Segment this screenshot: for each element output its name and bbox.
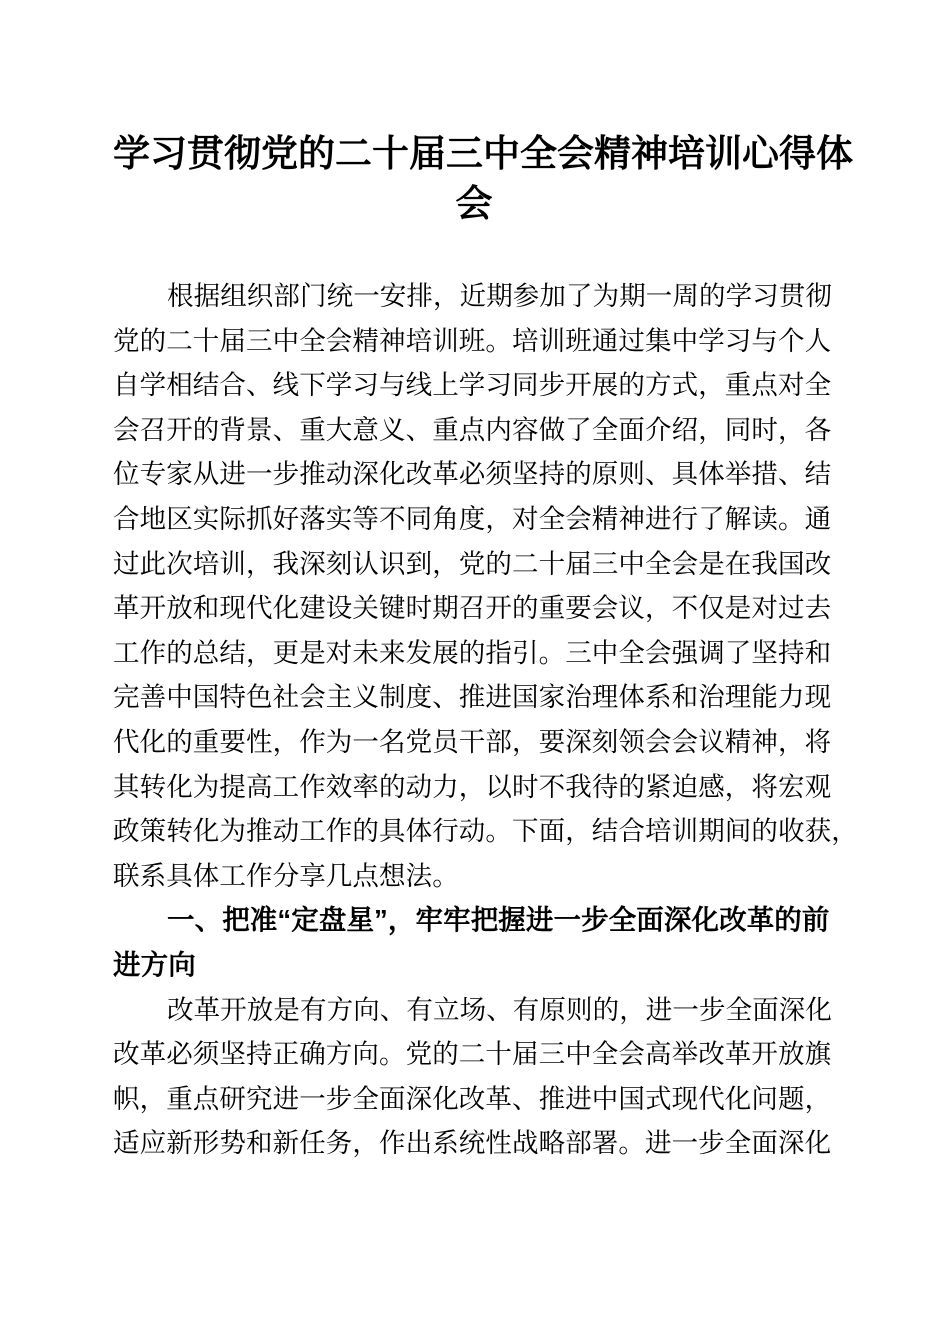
body-text-line: 适应新形势和新任务，作出系统性战略部署。进一步全面深化 (113, 1128, 832, 1159)
body-text-line: 党的二十届三中全会精神培训班。培训班通过集中学习与个人 (113, 325, 832, 356)
title-line: 会 (455, 184, 493, 225)
heading-text-line: 一、把准“定盘星”，牢牢把握进一步全面深化改革的前 (167, 904, 830, 936)
body-text-line: 位专家从进一步推动深化改革必须坚持的原则、具体举措、结 (113, 459, 832, 490)
body-text-line: 改革开放是有方向、有立场、有原则的，进一步全面深化 (167, 994, 832, 1025)
document-body (113, 274, 858, 1166)
body-text-line: 工作的总结，更是对未来发展的指引。三中全会强调了坚持和 (113, 637, 832, 668)
heading-text-line: 进方向 (113, 948, 196, 980)
paragraph-section-1 (113, 988, 835, 1166)
document-title (113, 0, 853, 230)
title-line: 学习贯彻党的二十届三中全会精神培训心得体 (113, 134, 853, 175)
body-text-line: 合地区实际抓好落实等不同角度，对全会精神进行了解读。通 (113, 503, 832, 534)
body-text-line: 完善中国特色社会主义制度、推进国家治理体系和治理能力现 (113, 682, 832, 713)
body-text-line: 过此次培训，我深刻认识到，党的二十届三中全会是在我国改 (113, 548, 832, 579)
document-content (113, 0, 858, 1166)
body-text-line: 会召开的背景、重大意义、重点内容做了全面介绍，同时，各 (113, 414, 832, 445)
section-heading-1 (113, 898, 835, 987)
body-text-line: 自学相结合、线下学习与线上学习同步开展的方式，重点对全 (113, 370, 832, 401)
body-text-line: 革开放和现代化建设关键时期召开的重要会议，不仅是对过去 (113, 593, 832, 624)
body-text-line: 联系具体工作分享几点想法。 (113, 860, 459, 891)
body-text-line: 政策转化为推动工作的具体行动。下面，结合培训期间的收获， (113, 816, 858, 847)
paragraph-intro (113, 274, 858, 898)
body-text-line: 代化的重要性，作为一名党员干部，要深刻领会会议精神，将 (113, 726, 832, 757)
body-text-line: 根据组织部门统一安排，近期参加了为期一周的学习贯彻 (167, 281, 832, 311)
body-text-line: 改革必须坚持正确方向。党的二十届三中全会高举改革开放旗 (113, 1039, 832, 1070)
body-text-line: 其转化为提高工作效率的动力，以时不我待的紧迫感，将宏观 (113, 771, 832, 802)
body-text-line: 帜，重点研究进一步全面深化改革、推进中国式现代化问题， (113, 1083, 832, 1114)
